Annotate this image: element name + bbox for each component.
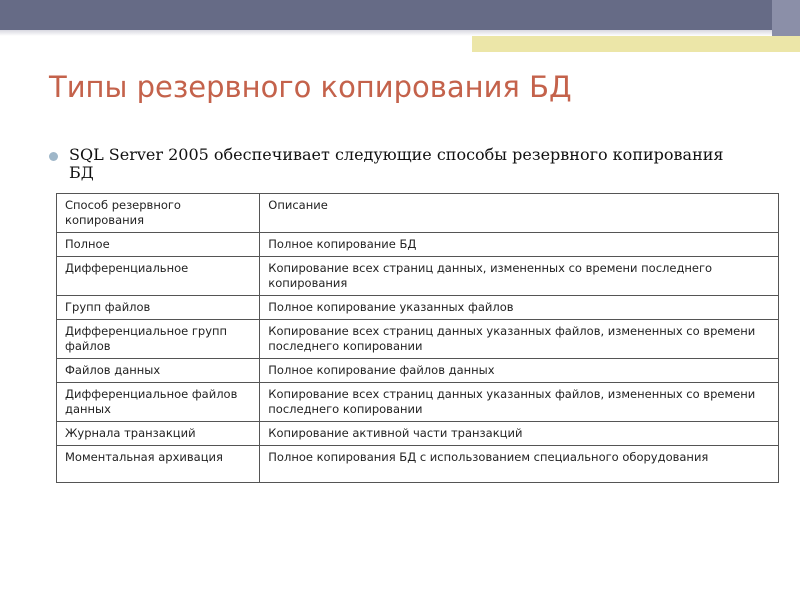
cell-method: Полное [57, 233, 260, 257]
cell-method: Групп файлов [57, 296, 260, 320]
table-row [57, 257, 779, 296]
cell-description: Полное копирование файлов данных [260, 359, 779, 383]
slide-title: Типы резервного копирования БД [49, 70, 572, 104]
cell-description: Копирование всех страниц данных, измененных со времени последнего копирования [260, 257, 779, 296]
table-row [57, 296, 779, 320]
cell-description: Полное копирование БД [260, 233, 779, 257]
corner-block [772, 0, 800, 36]
cell-method: Дифференциальное групп файлов [57, 320, 260, 359]
bullet-dot-icon [49, 152, 58, 161]
cell-method: Журнала транзакций [57, 422, 260, 446]
table-row [57, 320, 779, 359]
header-bar [0, 0, 800, 30]
bullet-text: SQL Server 2005 обеспечивает следующие способы резервного копирования БД [69, 145, 724, 182]
table-row [57, 383, 779, 422]
cell-method: Дифференциальное [57, 257, 260, 296]
cell-description: Копирование всех страниц данных указанных файлов, измененных со времени последнего копировании [260, 383, 779, 422]
cell-method: Моментальная архивация [57, 446, 260, 483]
table-row [57, 233, 779, 257]
cell-description: Копирование активной части транзакций [260, 422, 779, 446]
cell-method: Дифференциальное файлов данных [57, 383, 260, 422]
table-row [57, 446, 779, 483]
cell-description: Полное копирования БД с использованием специального оборудования [260, 446, 779, 483]
table-row [57, 422, 779, 446]
accent-stripe [472, 36, 800, 52]
table-header-row [57, 194, 779, 233]
cell-description: Полное копирование указанных файлов [260, 296, 779, 320]
cell-description: Копирование всех страниц данных указанных файлов, измененных со времени последнего копировании [260, 320, 779, 359]
header-cell-description: Описание [260, 194, 779, 233]
backup-types-table [56, 193, 779, 483]
header-cell-method: Способ резервного копирования [57, 194, 260, 233]
cell-method: Файлов данных [57, 359, 260, 383]
table-row [57, 359, 779, 383]
